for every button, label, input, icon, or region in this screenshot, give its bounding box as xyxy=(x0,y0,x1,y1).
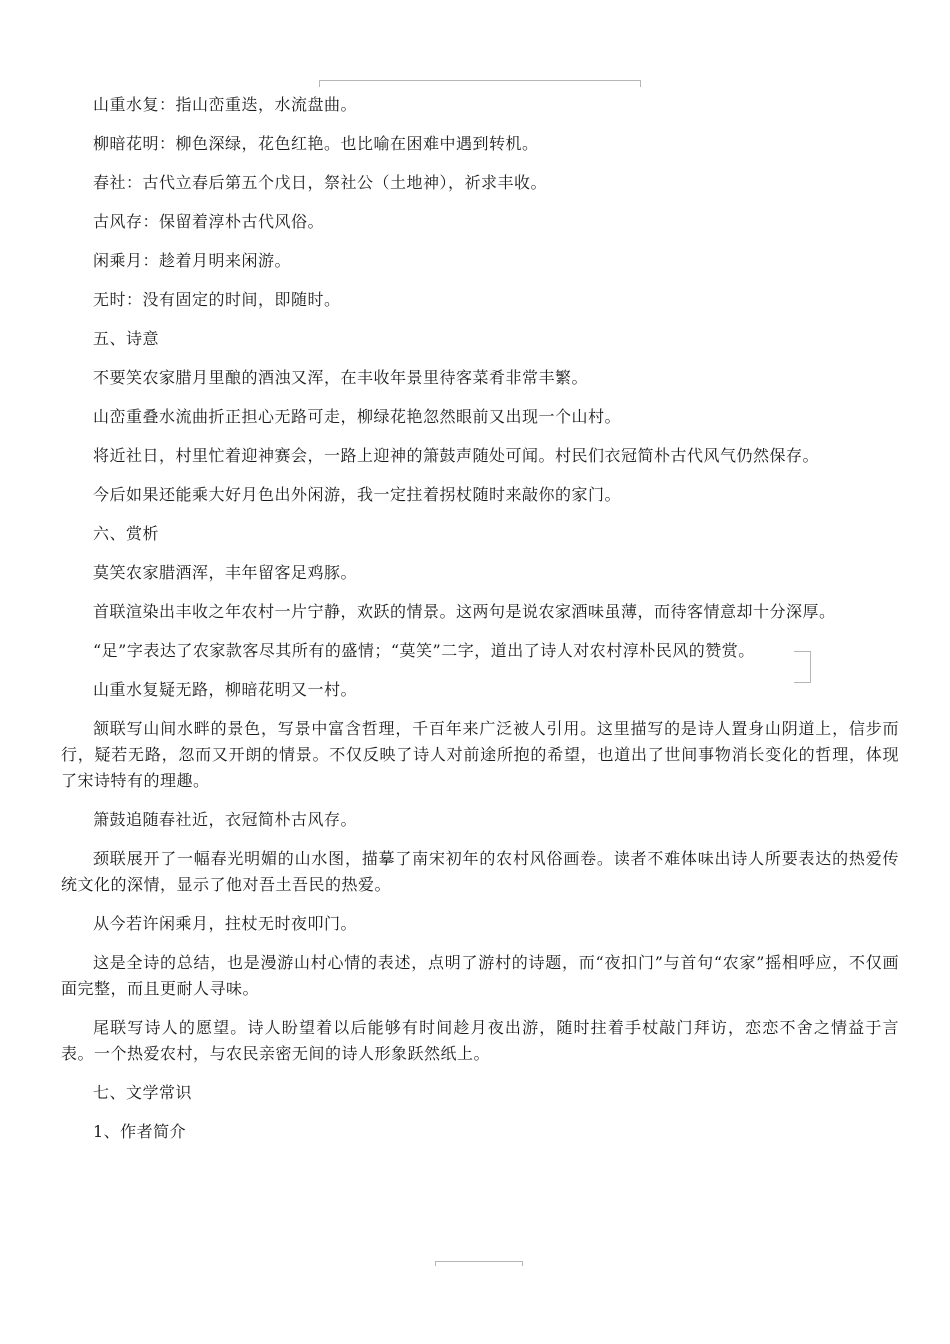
poem-couplet-1: 莫笑农家腊酒浑，丰年留客足鸡豚。 xyxy=(93,563,358,582)
definition-liuanhuaming: 柳暗花明：柳色深绿，花色红艳。也比喻在困难中遇到转机。 xyxy=(93,134,539,153)
definition-xianchengyue: 闲乘月：趁着月明来闲游。 xyxy=(93,251,292,270)
document-body xyxy=(61,92,899,1158)
section-heading-appreciation: 六、赏析 xyxy=(93,524,160,543)
poem-couplet-4: 从今若许闲乘月，拄杖无时夜叩门。 xyxy=(93,914,358,933)
analysis-couplet-1: 首联渲染出丰收之年农村一片宁静，欢跃的情景。这两句是说农家酒味虽薄，而待客情意却十分深厚。 xyxy=(93,602,836,621)
section-heading-poem-meaning: 五、诗意 xyxy=(93,329,160,348)
analysis-couplet-4-wish: 尾联写诗人的愿望。诗人盼望着以后能够有时间趁月夜出游，随时拄着手杖敲门拜访，恋恋不舍之情益于言表。一个热爱农村，与农民亲密无间的诗人形象跃然纸上。 xyxy=(61,1018,899,1063)
translation-line-1: 不要笑农家腊月里酿的酒浊又浑，在丰收年景里待客菜肴非常丰繁。 xyxy=(93,368,589,387)
translation-line-4: 今后如果还能乘大好月色出外闲游，我一定拄着拐杖随时来敲你的家门。 xyxy=(93,485,622,504)
definition-wushi: 无时：没有固定的时间，即随时。 xyxy=(93,290,341,309)
analysis-couplet-2: 颔联写山间水畔的景色，写景中富含哲理，千百年来广泛被人引用。这里描写的是诗人置身山阴道上，信步而行，疑若无路，忽而又开朗的情景。不仅反映了诗人对前途所抱的希望，也道出了世间事物消长变化的哲理，体现了宋诗特有的理趣。 xyxy=(61,719,899,790)
analysis-couplet-3: 颈联展开了一幅春光明媚的山水图，描摹了南宋初年的农村风俗画卷。读者不难体味出诗人所要表达的热爱传统文化的深情，显示了他对吾土吾民的热爱。 xyxy=(61,849,899,894)
translation-line-3: 将近社日，村里忙着迎神赛会，一路上迎神的箫鼓声随处可闻。村民们衣冠简朴古代风气仍然保存。 xyxy=(93,446,820,465)
top-border-mark xyxy=(319,80,641,87)
bottom-border-mark xyxy=(435,1261,523,1266)
poem-couplet-3: 箫鼓追随春社近，衣冠简朴古风存。 xyxy=(93,810,358,829)
definition-shanchongshuifu: 山重水复：指山峦重迭，水流盘曲。 xyxy=(93,95,358,114)
definition-gufengcun: 古风存：保留着淳朴古代风俗。 xyxy=(93,212,325,231)
subheading-author-intro: 1、作者简介 xyxy=(93,1122,187,1141)
analysis-couplet-4-summary: 这是全诗的总结，也是漫游山村心情的表述，点明了游村的诗题，而“夜扣门”与首句“农家”摇相呼应，不仅画面完整，而且更耐人寻味。 xyxy=(61,953,899,998)
definition-chunshe: 春社：古代立春后第五个戊日，祭社公（土地神），祈求丰收。 xyxy=(93,173,548,192)
analysis-couplet-1-words: “足”字表达了农家款客尽其所有的盛情；“莫笑”二字，道出了诗人对农村淳朴民风的赞赏。 xyxy=(93,641,755,660)
translation-line-2: 山峦重叠水流曲折正担心无路可走，柳绿花艳忽然眼前又出现一个山村。 xyxy=(93,407,622,426)
poem-couplet-2: 山重水复疑无路，柳暗花明又一村。 xyxy=(93,680,358,699)
section-heading-literary-knowledge: 七、文学常识 xyxy=(93,1083,193,1102)
